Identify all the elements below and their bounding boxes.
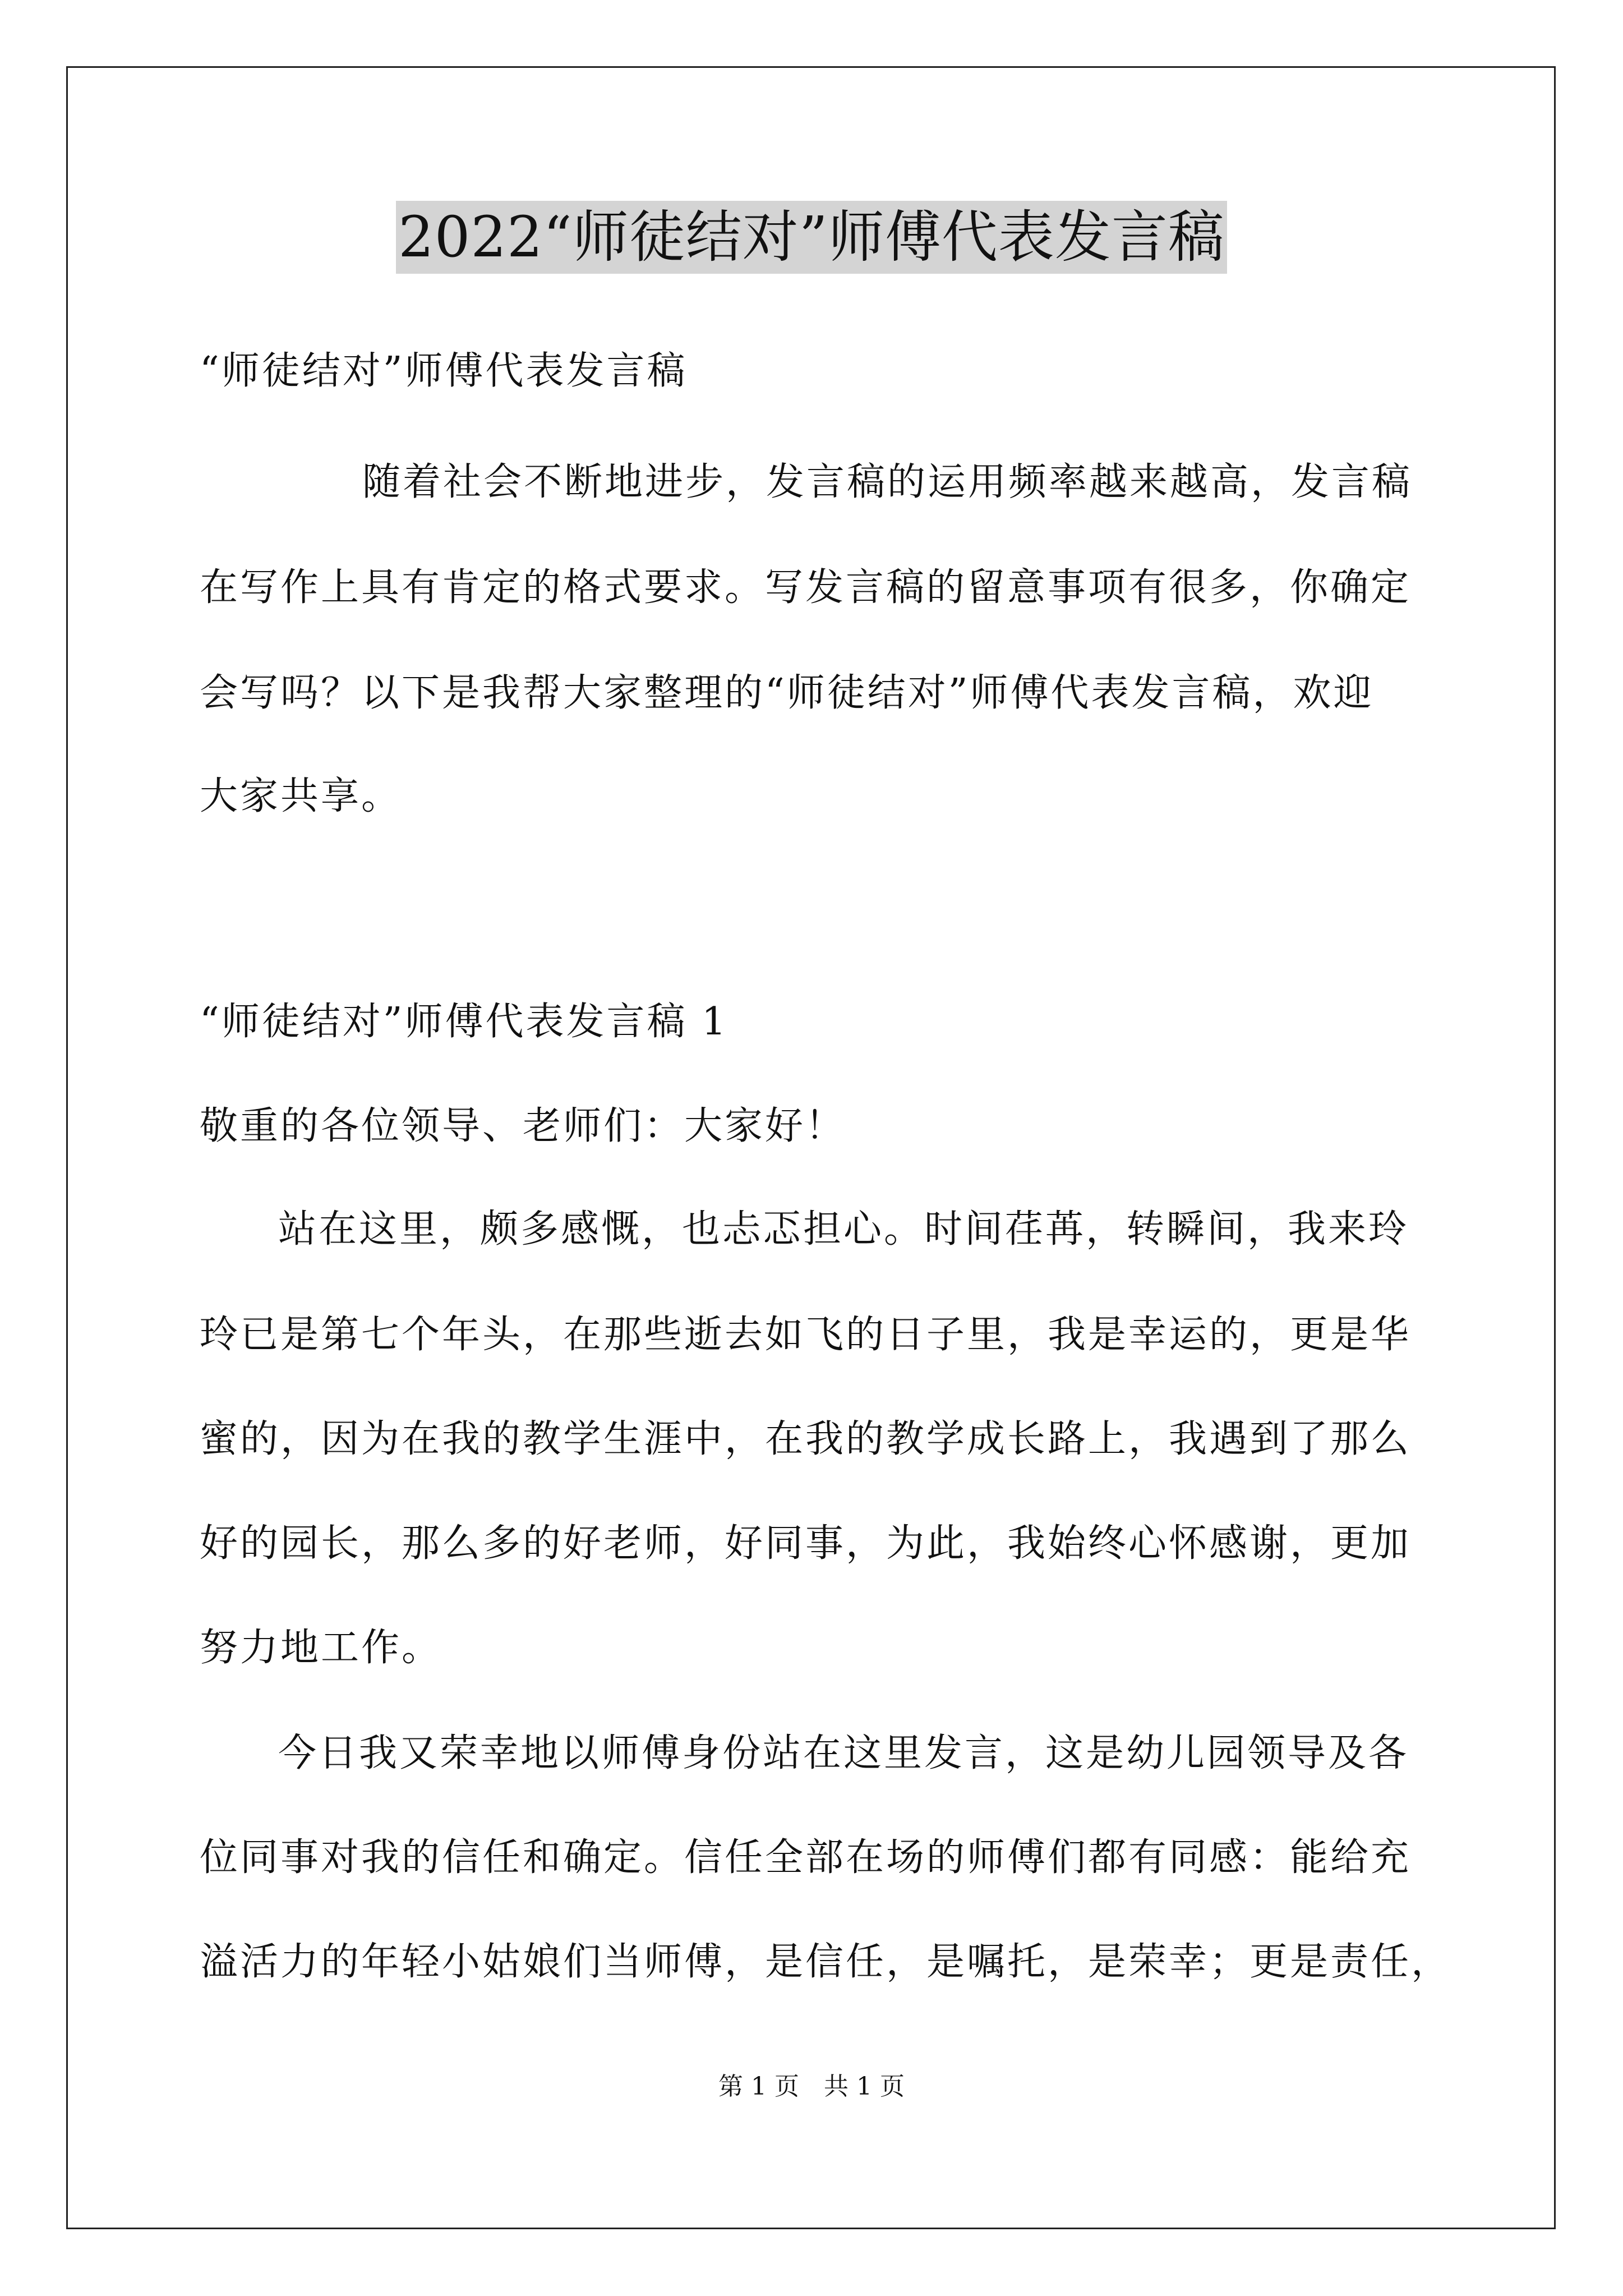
paragraph-line: 努力地工作。 — [200, 1626, 442, 1670]
paragraph-line: 在写作上具有肯定的格式要求。写发言稿的留意事项有很多，你确定 — [200, 565, 1412, 610]
paragraph-line: 溢活力的年轻小姑娘们当师傅，是信任，是嘱托，是荣幸；更是责任， — [200, 1940, 1452, 1984]
subtitle-line: “师徒结对”师傅代表发言稿 — [200, 349, 688, 393]
page-footer: 第 1 页 共 1 页 — [718, 2072, 905, 2101]
paragraph-line: 会写吗？以下是我帮大家整理的“师徒结对”师傅代表发言稿，欢迎 — [200, 671, 1374, 715]
paragraph-line: 大家共享。 — [200, 774, 402, 818]
paragraph-line: 站在这里，颇多感慨，也忐忑担心。时间荏苒，转瞬间，我来玲 — [278, 1207, 1409, 1251]
title-container — [0, 201, 1623, 274]
section-heading: “师徒结对”师傅代表发言稿 1 — [200, 1000, 728, 1044]
salutation-line: 敬重的各位领导、老师们：大家好！ — [200, 1104, 846, 1148]
paragraph-line: 随着社会不断地进步，发言稿的运用频率越来越高，发言稿 — [362, 460, 1413, 504]
paragraph-line: 今日我又荣幸地以师傅身份站在这里发言，这是幼儿园领导及各 — [278, 1731, 1409, 1775]
paragraph-line: 蜜的，因为在我的教学生涯中，在我的教学成长路上，我遇到了那么 — [200, 1417, 1412, 1461]
paragraph-line: 位同事对我的信任和确定。信任全部在场的师傅们都有同感：能给充 — [200, 1835, 1412, 1880]
paragraph-line: 好的园长，那么多的好老师，好同事，为此，我始终心怀感谢，更加 — [200, 1521, 1412, 1566]
paragraph-line: 玲已是第七个年头，在那些逝去如飞的日子里，我是幸运的，更是华 — [200, 1313, 1412, 1357]
document-title: 2022“师徒结对”师傅代表发言稿 — [396, 201, 1227, 274]
